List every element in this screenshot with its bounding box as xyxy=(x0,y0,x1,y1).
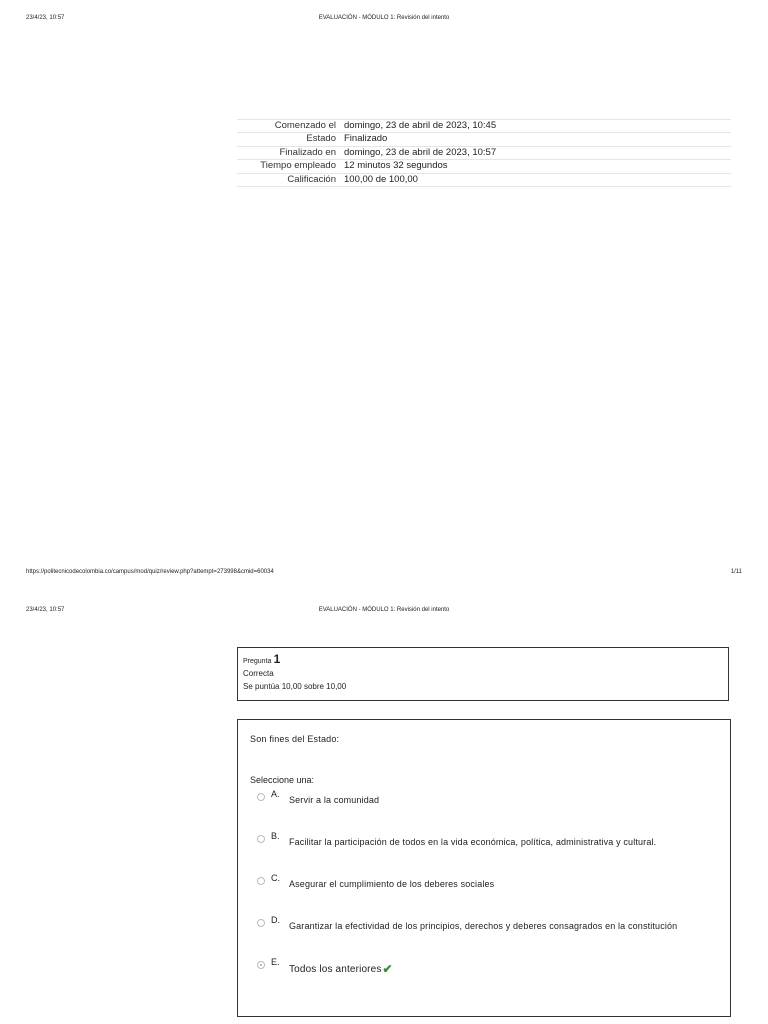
option-text: Garantizar la efectividad de los principios, derechos y deberes consagrados en la constitución xyxy=(289,921,678,931)
option-text: Facilitar la participación de todos en la vida económica, política, administrativa y cultural. xyxy=(289,837,657,847)
print-url: https://politecnicodecolombia.co/campus/mod/quiz/review.php?attempt=273998&cmid=60034 xyxy=(26,569,274,575)
option-text: Asegurar el cumplimiento de los deberes sociales xyxy=(289,879,495,889)
answer-option-b[interactable] xyxy=(250,831,718,873)
question-label: Pregunta xyxy=(243,658,272,665)
option-letter: A. xyxy=(271,789,280,799)
answer-option-e[interactable] xyxy=(250,957,718,999)
radio-button[interactable] xyxy=(257,835,265,843)
summary-label: Comenzado el xyxy=(237,120,340,133)
print-title: EVALUACIÓN - MÓDULO 1: Revisión del intento xyxy=(318,15,450,21)
summary-value: Finalizado xyxy=(340,133,731,146)
question-text: Son fines del Estado: xyxy=(250,734,340,744)
summary-value: 12 minutos 32 segundos xyxy=(340,160,731,173)
summary-value: domingo, 23 de abril de 2023, 10:57 xyxy=(340,146,731,159)
question-number-line xyxy=(243,652,723,667)
summary-value: domingo, 23 de abril de 2023, 10:45 xyxy=(340,120,731,133)
answer-prompt: Seleccione una: xyxy=(250,775,315,785)
option-letter: C. xyxy=(271,873,280,883)
radio-button[interactable] xyxy=(257,877,265,885)
print-date: 23/4/23, 10:57 xyxy=(26,607,65,613)
radio-button-selected[interactable] xyxy=(257,961,265,969)
answer-option-d[interactable] xyxy=(250,915,718,957)
table-row xyxy=(237,173,731,186)
question-number: 1 xyxy=(273,652,281,666)
summary-label: Tiempo empleado xyxy=(237,160,340,173)
check-icon: ✔ xyxy=(382,962,393,976)
summary-label: Estado xyxy=(237,133,340,146)
question-info-box xyxy=(237,647,729,701)
radio-button[interactable] xyxy=(257,793,265,801)
table-row xyxy=(237,120,731,133)
option-letter: E. xyxy=(271,957,280,967)
radio-button[interactable] xyxy=(257,919,265,927)
table-row xyxy=(237,133,731,146)
question-score: Se puntúa 10,00 sobre 10,00 xyxy=(243,682,347,691)
answer-option-a[interactable] xyxy=(250,789,718,831)
option-text: Todos los anteriores xyxy=(289,964,382,975)
print-date: 23/4/23, 10:57 xyxy=(26,15,65,21)
table-row xyxy=(237,160,731,173)
question-content-box xyxy=(237,719,731,1017)
answer-option-c[interactable] xyxy=(250,873,718,915)
option-letter: B. xyxy=(271,831,280,841)
option-letter: D. xyxy=(271,915,280,925)
page-number: 1/11 xyxy=(730,569,742,575)
print-title: EVALUACIÓN - MÓDULO 1: Revisión del intento xyxy=(318,607,450,613)
option-text-with-check xyxy=(289,962,393,976)
question-status: Correcta xyxy=(243,669,274,678)
attempt-summary-table xyxy=(237,119,731,187)
option-text: Servir a la comunidad xyxy=(289,795,380,805)
summary-label: Calificación xyxy=(237,173,340,186)
table-row xyxy=(237,146,731,159)
summary-label: Finalizado en xyxy=(237,146,340,159)
summary-value: 100,00 de 100,00 xyxy=(340,173,731,186)
